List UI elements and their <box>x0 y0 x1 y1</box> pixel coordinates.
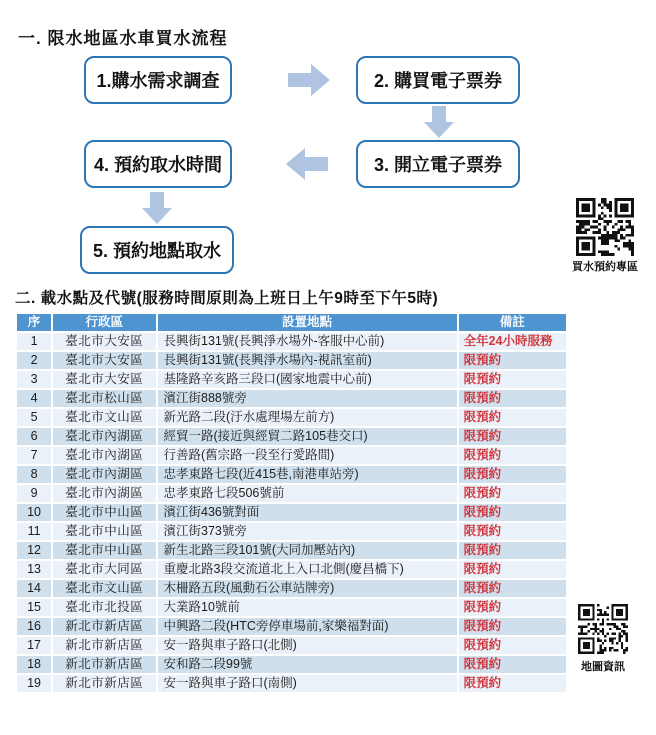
cell-district: 臺北市內湖區 <box>53 485 155 502</box>
cell-district: 臺北市內湖區 <box>53 447 155 464</box>
cell-district: 臺北市北投區 <box>53 599 155 616</box>
cell-district: 臺北市中山區 <box>53 523 155 540</box>
cell-remark: 限預約 <box>459 637 566 654</box>
flow-step-4 <box>84 140 232 188</box>
cell-remark: 限預約 <box>459 618 566 635</box>
table-row <box>17 618 566 635</box>
qr-code-reservation-label: 買水預約專區 <box>572 261 638 273</box>
cell-location: 經貿一路(接近與經貿二路105巷交口) <box>158 428 457 445</box>
table-row <box>17 523 566 540</box>
cell-remark: 限預約 <box>459 409 566 426</box>
cell-no: 4 <box>17 390 51 407</box>
cell-district: 新北市新店區 <box>53 656 155 673</box>
table-row <box>17 333 566 350</box>
cell-no: 1 <box>17 333 51 350</box>
flow-step-5-label: 5. 預約地點取水 <box>92 241 221 261</box>
cell-remark: 限預約 <box>459 447 566 464</box>
cell-no: 15 <box>17 599 51 616</box>
cell-no: 3 <box>17 371 51 388</box>
table-row <box>17 485 566 502</box>
qr-code-map-label: 地圖資訊 <box>581 661 625 673</box>
section1-title: 一. 限水地區水車買水流程 <box>18 29 228 48</box>
table-row <box>17 580 566 597</box>
cell-no: 11 <box>17 523 51 540</box>
cell-no: 5 <box>17 409 51 426</box>
cell-district: 臺北市松山區 <box>53 390 155 407</box>
table-row <box>17 447 566 464</box>
table-row <box>17 656 566 673</box>
flow-step-2-label: 2. 購買電子票券 <box>373 71 502 91</box>
cell-remark: 全年24小時服務 <box>459 333 566 350</box>
arrow-right-icon <box>288 64 330 96</box>
cell-no: 8 <box>17 466 51 483</box>
table-row <box>17 561 566 578</box>
flow-step-1-label: 1.購水需求調查 <box>96 71 220 91</box>
section2-title: 二. 載水點及代號(服務時間原則為上班日上午9時至下午5時) <box>15 290 439 307</box>
cell-location: 濱江街436號對面 <box>158 504 457 521</box>
flow-step-5 <box>80 226 234 274</box>
cell-district: 臺北市中山區 <box>53 542 155 559</box>
cell-location: 新生北路三段101號(大同加壓站內) <box>158 542 457 559</box>
cell-remark: 限預約 <box>459 504 566 521</box>
cell-location: 濱江街888號旁 <box>158 390 457 407</box>
table-row <box>17 352 566 369</box>
table-row <box>17 599 566 616</box>
table-header-row <box>17 314 566 331</box>
table-row <box>17 637 566 654</box>
cell-remark: 限預約 <box>459 599 566 616</box>
table-row <box>17 466 566 483</box>
cell-remark: 限預約 <box>459 352 566 369</box>
cell-remark: 限預約 <box>459 542 566 559</box>
cell-district: 臺北市大安區 <box>53 352 155 369</box>
cell-no: 7 <box>17 447 51 464</box>
cell-remark: 限預約 <box>459 580 566 597</box>
flow-step-2 <box>356 56 520 104</box>
table-row <box>17 390 566 407</box>
cell-no: 18 <box>17 656 51 673</box>
qr-code-map <box>578 604 628 654</box>
cell-no: 19 <box>17 675 51 692</box>
cell-district: 臺北市大安區 <box>53 371 155 388</box>
cell-remark: 限預約 <box>459 466 566 483</box>
cell-location: 木柵路五段(風動石公車站牌旁) <box>158 580 457 597</box>
cell-district: 臺北市文山區 <box>53 409 155 426</box>
cell-remark: 限預約 <box>459 675 566 692</box>
cell-district: 新北市新店區 <box>53 675 155 692</box>
cell-location: 安一路與車子路口(北側) <box>158 637 457 654</box>
table-row <box>17 428 566 445</box>
cell-location: 忠孝東路七段506號前 <box>158 485 457 502</box>
arrow-down-icon <box>424 106 454 138</box>
table-row <box>17 542 566 559</box>
table-row <box>17 371 566 388</box>
flow-step-3-label: 3. 開立電子票券 <box>373 155 502 175</box>
cell-location: 安和路二段99號 <box>158 656 457 673</box>
cell-no: 6 <box>17 428 51 445</box>
cell-location: 長興街131號(長興淨水場內-視訊室前) <box>158 352 457 369</box>
cell-location: 中興路二段(HTC旁停車場前,家樂福對面) <box>158 618 457 635</box>
cell-no: 9 <box>17 485 51 502</box>
table-row <box>17 504 566 521</box>
cell-location: 忠孝東路七段(近415巷,南港車站旁) <box>158 466 457 483</box>
cell-remark: 限預約 <box>459 656 566 673</box>
flow-step-1 <box>84 56 232 104</box>
cell-location: 新光路二段(汙水處理場左前方) <box>158 409 457 426</box>
cell-no: 13 <box>17 561 51 578</box>
header-district: 行政區 <box>53 314 155 331</box>
cell-location: 基隆路辛亥路三段口(國家地震中心前) <box>158 371 457 388</box>
cell-district: 新北市新店區 <box>53 637 155 654</box>
cell-district: 臺北市大同區 <box>53 561 155 578</box>
cell-district: 臺北市大安區 <box>53 333 155 350</box>
arrow-down-icon <box>142 192 172 224</box>
cell-district: 臺北市內湖區 <box>53 428 155 445</box>
water-points-table <box>15 312 568 694</box>
flow-step-4-label: 4. 預約取水時間 <box>93 155 222 175</box>
cell-district: 臺北市文山區 <box>53 580 155 597</box>
flow-step-3 <box>356 140 520 188</box>
cell-no: 2 <box>17 352 51 369</box>
cell-no: 14 <box>17 580 51 597</box>
cell-location: 行善路(舊宗路一段至行愛路間) <box>158 447 457 464</box>
cell-remark: 限預約 <box>459 485 566 502</box>
header-no: 序 <box>17 314 51 331</box>
cell-no: 16 <box>17 618 51 635</box>
cell-remark: 限預約 <box>459 561 566 578</box>
cell-district: 臺北市內湖區 <box>53 466 155 483</box>
cell-no: 10 <box>17 504 51 521</box>
header-remark: 備註 <box>459 314 566 331</box>
cell-no: 12 <box>17 542 51 559</box>
header-location: 設置地點 <box>158 314 457 331</box>
cell-location: 大業路10號前 <box>158 599 457 616</box>
table-row <box>17 409 566 426</box>
cell-remark: 限預約 <box>459 390 566 407</box>
arrow-left-icon <box>286 148 328 180</box>
cell-location: 安一路與車子路口(南側) <box>158 675 457 692</box>
cell-location: 濱江街373號旁 <box>158 523 457 540</box>
cell-no: 17 <box>17 637 51 654</box>
cell-district: 臺北市中山區 <box>53 504 155 521</box>
cell-location: 長興街131號(長興淨水場外-客服中心前) <box>158 333 457 350</box>
cell-remark: 限預約 <box>459 523 566 540</box>
cell-location: 重慶北路3段交流道北上入口北側(慶昌橋下) <box>158 561 457 578</box>
cell-remark: 限預約 <box>459 428 566 445</box>
qr-code-reservation <box>576 198 634 256</box>
cell-remark: 限預約 <box>459 371 566 388</box>
table-row <box>17 675 566 692</box>
cell-district: 新北市新店區 <box>53 618 155 635</box>
